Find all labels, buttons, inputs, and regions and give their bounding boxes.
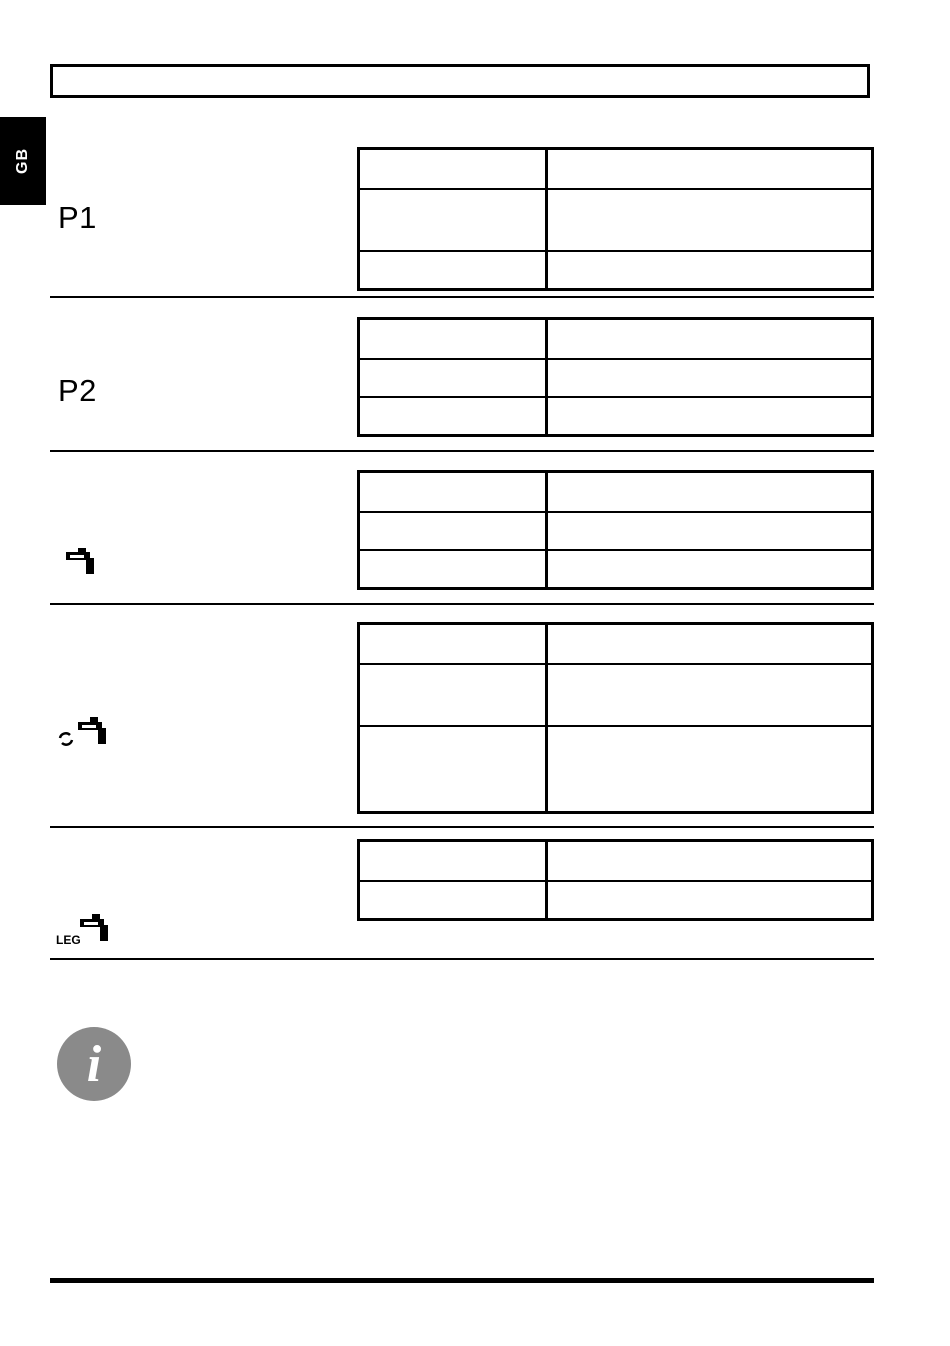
section-divider [50, 296, 874, 298]
table-row [360, 511, 871, 549]
section-divider [50, 603, 874, 605]
mode-label-p1: P1 [58, 200, 97, 235]
table-row [360, 549, 871, 587]
table-row [360, 725, 871, 811]
mode-label-p2: P2 [58, 373, 97, 408]
table-row [360, 842, 871, 880]
language-tab-label: GB [14, 148, 31, 174]
header-box [50, 64, 870, 98]
table-row [360, 358, 871, 396]
tap-legionella-icon [56, 911, 112, 947]
table-row [360, 188, 871, 250]
tap-cycle-icon [56, 714, 110, 748]
section-divider [50, 826, 874, 828]
section-divider [50, 958, 874, 960]
settings-table-p1 [357, 147, 874, 291]
settings-table-p2 [357, 317, 874, 437]
table-row [360, 396, 871, 434]
table-row [360, 250, 871, 288]
footer-rule [50, 1278, 874, 1283]
language-tab [0, 117, 46, 205]
tap-icon [64, 546, 98, 578]
table-row [360, 150, 871, 188]
info-icon [57, 1027, 131, 1101]
svg-text:LEG: LEG [56, 933, 81, 947]
settings-table-tap [357, 470, 874, 590]
table-row [360, 880, 871, 918]
table-row [360, 663, 871, 725]
info-icon-glyph: i [86, 1036, 102, 1093]
table-row [360, 625, 871, 663]
section-divider [50, 450, 874, 452]
settings-table-tap-cycle [357, 622, 874, 814]
table-row [360, 320, 871, 358]
table-row [360, 473, 871, 511]
settings-table-leg [357, 839, 874, 921]
